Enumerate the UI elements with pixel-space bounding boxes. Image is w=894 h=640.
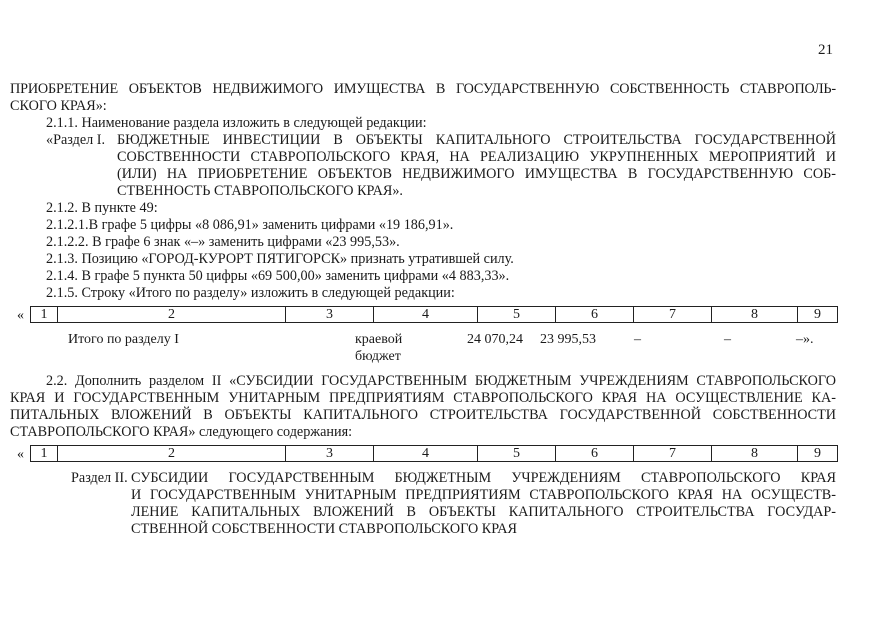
column-number-cell: 2 bbox=[58, 307, 286, 323]
total-row-col5: 24 070,24 bbox=[467, 332, 523, 347]
total-row-col9: –». bbox=[796, 332, 814, 347]
column-number-cell: 4 bbox=[374, 446, 478, 462]
column-number-cell: 5 bbox=[478, 307, 556, 323]
section-2-prefix: Раздел II. bbox=[71, 470, 128, 486]
column-number-cell: 6 bbox=[556, 307, 634, 323]
section-1-prefix: «Раздел I. bbox=[46, 132, 106, 148]
item-2-1-2-1: 2.1.2.1.В графе 5 цифры «8 086,91» заменить цифрами «19 186,91». bbox=[46, 217, 454, 233]
item-2-2-line: 2.2. Дополнить разделом II «СУБСИДИИ ГОСУДАРСТВЕННЫМ БЮДЖЕТНЫМ УЧРЕЖДЕНИЯМ СТАВРОПОЛЬСКОГО bbox=[46, 373, 836, 389]
section-2-line: СТВЕННОЙ СОБСТВЕННОСТИ СТАВРОПОЛЬСКОГО КРАЯ bbox=[131, 521, 517, 537]
column-number-cell: 1 bbox=[31, 307, 58, 323]
section-1-line: СТВЕННОСТЬ СТАВРОПОЛЬСКОГО КРАЯ». bbox=[117, 183, 403, 199]
total-row-label: Итого по разделу I bbox=[68, 332, 179, 347]
item-2-1-1: 2.1.1. Наименование раздела изложить в следующей редакции: bbox=[46, 115, 427, 131]
column-number-row bbox=[31, 446, 838, 462]
column-number-cell: 3 bbox=[286, 307, 374, 323]
total-row-col8: – bbox=[724, 332, 731, 347]
item-2-2-line: ПИТАЛЬНЫХ ВЛОЖЕНИЙ В ОБЪЕКТЫ КАПИТАЛЬНОГО СТРОИТЕЛЬСТВА ГОСУДАРСТВЕННОЙ СОБСТВЕННОСТИ bbox=[10, 407, 836, 423]
section-1-line: СОБСТВЕННОСТИ СТАВРОПОЛЬСКОГО КРАЯ, НА РЕАЛИЗАЦИЮ УКРУПНЕННЫХ МЕРОПРИЯТИЙ И bbox=[117, 149, 836, 165]
total-row-col6: 23 995,53 bbox=[540, 332, 596, 347]
table-open-quote: « bbox=[17, 308, 24, 323]
total-row-col7: – bbox=[634, 332, 641, 347]
page-number: 21 bbox=[818, 42, 833, 58]
column-number-cell: 8 bbox=[712, 307, 798, 323]
column-number-cell: 7 bbox=[634, 307, 712, 323]
column-number-cell: 4 bbox=[374, 307, 478, 323]
total-row-budget-line-2: бюджет bbox=[355, 349, 401, 364]
column-number-cell: 8 bbox=[712, 446, 798, 462]
item-2-2-line: КРАЯ И ГОСУДАРСТВЕННЫМ УНИТАРНЫМ ПРЕДПРИЯТИЯМ СТАВРОПОЛЬСКОГО КРАЯ НА ОСУЩЕСТВЛЕНИЕ КА- bbox=[10, 390, 836, 406]
total-row-budget-line-1: краевой bbox=[355, 332, 403, 347]
section-1-line: (ИЛИ) НА ПРИОБРЕТЕНИЕ ОБЪЕКТОВ НЕДВИЖИМОГО ИМУЩЕСТВА В ГОСУДАРСТВЕННУЮ СОБ- bbox=[117, 166, 836, 182]
intro-line-2: СКОГО КРАЯ»: bbox=[10, 98, 107, 114]
item-2-1-2: 2.1.2. В пункте 49: bbox=[46, 200, 158, 216]
section-2-line: ЛЕНИЕ КАПИТАЛЬНЫХ ВЛОЖЕНИЙ В ОБЪЕКТЫ КАПИТАЛЬНОГО СТРОИТЕЛЬСТВА ГОСУДАР- bbox=[131, 504, 836, 520]
table-open-quote: « bbox=[17, 447, 24, 462]
item-2-1-4: 2.1.4. В графе 5 пункта 50 цифры «69 500,00» заменить цифрами «4 883,33». bbox=[46, 268, 510, 284]
section-1-line: БЮДЖЕТНЫЕ ИНВЕСТИЦИИ В ОБЪЕКТЫ КАПИТАЛЬНОГО СТРОИТЕЛЬСТВА ГОСУДАРСТВЕННОЙ bbox=[117, 132, 836, 148]
item-2-1-5: 2.1.5. Строку «Итого по разделу» изложить в следующей редакции: bbox=[46, 285, 455, 301]
item-2-2-line: СТАВРОПОЛЬСКОГО КРАЯ» следующего содержания: bbox=[10, 424, 353, 440]
column-number-cell: 5 bbox=[478, 446, 556, 462]
section-2-line: СУБСИДИИ ГОСУДАРСТВЕННЫМ БЮДЖЕТНЫМ УЧРЕЖДЕНИЯМ СТАВРОПОЛЬСКОГО КРАЯ bbox=[131, 470, 836, 486]
column-number-cell: 6 bbox=[556, 446, 634, 462]
column-number-table bbox=[30, 306, 838, 323]
column-number-cell: 3 bbox=[286, 446, 374, 462]
item-2-1-3: 2.1.3. Позицию «ГОРОД-КУРОРТ ПЯТИГОРСК» признать утратившей силу. bbox=[46, 251, 514, 267]
column-number-cell: 9 bbox=[798, 307, 838, 323]
column-number-cell: 1 bbox=[31, 446, 58, 462]
column-number-row bbox=[31, 307, 838, 323]
column-number-cell: 9 bbox=[798, 446, 838, 462]
item-2-1-2-2: 2.1.2.2. В графе 6 знак «–» заменить цифрами «23 995,53». bbox=[46, 234, 400, 250]
column-number-cell: 7 bbox=[634, 446, 712, 462]
column-number-cell: 2 bbox=[58, 446, 286, 462]
section-2-line: И ГОСУДАРСТВЕННЫМ УНИТАРНЫМ ПРЕДПРИЯТИЯМ СТАВРОПОЛЬСКОГО КРАЯ НА ОСУЩЕСТВ- bbox=[131, 487, 836, 503]
intro-line-1: ПРИОБРЕТЕНИЕ ОБЪЕКТОВ НЕДВИЖИМОГО ИМУЩЕСТВА В ГОСУДАРСТВЕННУЮ СОБСТВЕННОСТЬ СТАВРОПОЛЬ- bbox=[10, 81, 836, 97]
column-number-table bbox=[30, 445, 838, 462]
